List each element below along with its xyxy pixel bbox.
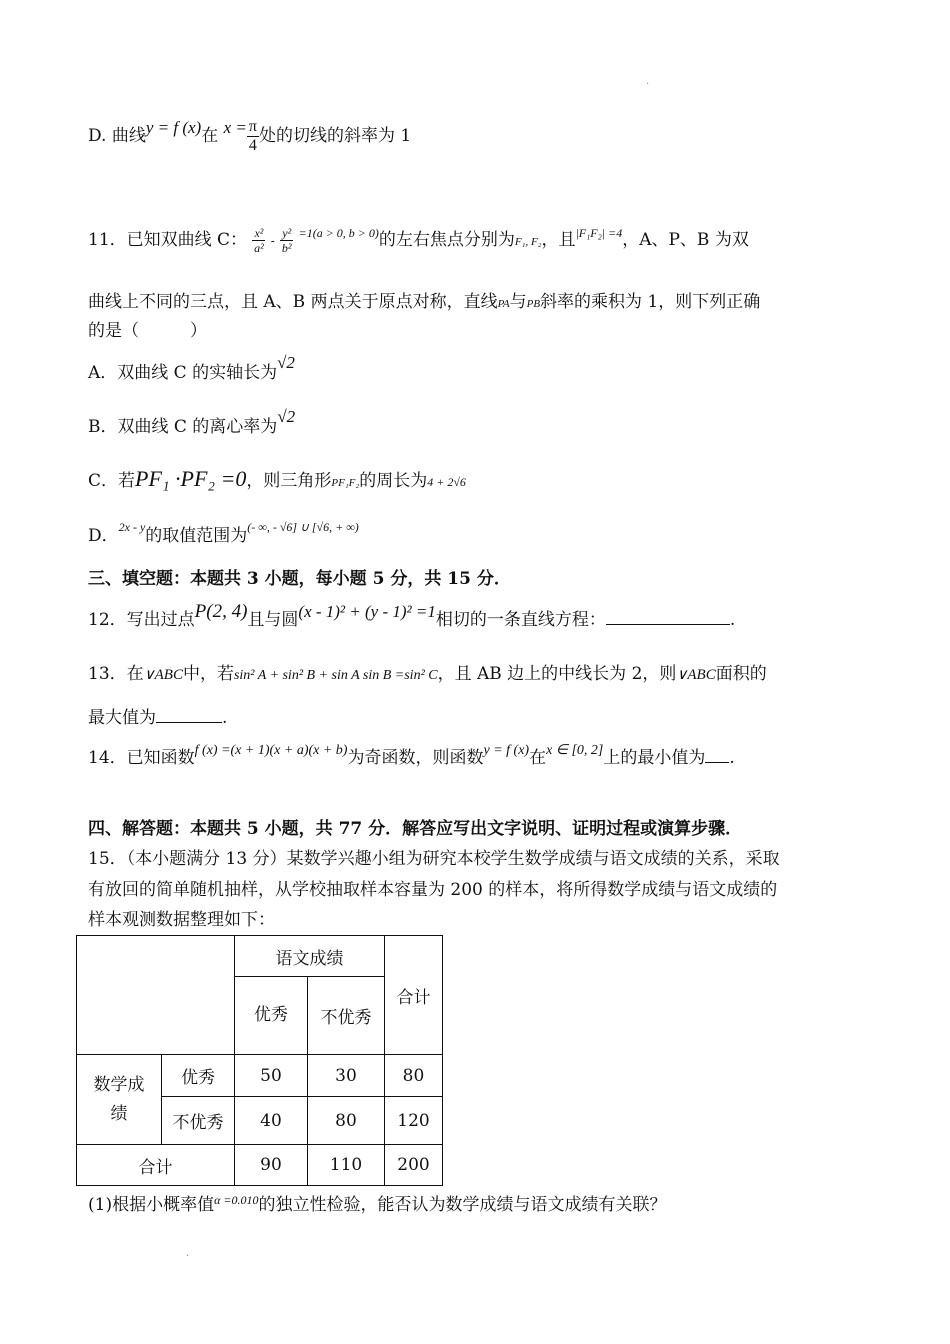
x2-over-a2: $\frac{\text{x²}}{\text{a²}}$ bbox=[254, 226, 264, 255]
row-not-excellent-label: 不优秀 bbox=[162, 1097, 235, 1145]
q11-option-b: B．双曲线 C 的离心率为√2 bbox=[88, 407, 296, 437]
cell-r3-c3: 200 bbox=[385, 1145, 443, 1186]
q15-line-3: 样本观测数据整理如下： bbox=[88, 910, 275, 930]
pi-over-4: $\frac{\pi}{4}$ bbox=[248, 118, 257, 154]
cell-r2-c3: 120 bbox=[385, 1097, 443, 1145]
y2-over-b2: $\frac{\text{y²}}{\text{b²}}$ bbox=[281, 226, 292, 255]
q11-line-3: 的是（ ） bbox=[88, 321, 207, 341]
scan-dot: . bbox=[186, 1248, 190, 1259]
q15-line-2: 有放回的简单随机抽样，从学校抽取样本容量为 200 的样本，将所得数学成绩与语文成绩的 bbox=[88, 880, 778, 900]
cell-r2-c1: 40 bbox=[235, 1097, 308, 1145]
q14-answer-blank[interactable] bbox=[705, 762, 729, 763]
q14: 14．已知函数$^{f (x) =(x + 1)(x + a)(x + b)}$为奇函数，则函数$^{y = f (x)}$在$^{x \in [0, 2]}$上的最小值为 . bbox=[88, 743, 735, 768]
q10d-func: y = f (x) bbox=[145, 118, 202, 137]
q11-option-a: A．双曲线 C 的实轴长为√2 bbox=[88, 353, 295, 383]
table-corner-cell bbox=[77, 936, 235, 1055]
section-3-heading: 三、填空题：本题共 3 小题，每小题 5 分，共 15 分． bbox=[88, 569, 511, 589]
q11-option-c: C．若PF₁ ·PF₂ =0，则三角形PF₁F₂的周长为4 + 2√6 bbox=[88, 466, 466, 491]
math-score-label: 数学成绩 bbox=[77, 1055, 162, 1145]
q15-line-1: 15．（本小题满分 13 分）某数学兴趣小组为研究本校学生数学成绩与语文成绩的关系，采取 bbox=[88, 849, 780, 869]
row-excellent-label: 优秀 bbox=[162, 1055, 235, 1097]
total-header: 合计 bbox=[385, 936, 443, 1055]
scan-dot: . bbox=[646, 76, 650, 87]
q11-line-2: 曲线上不同的三点，且 A、B 两点关于原点对称，直线PA与PB斜率的乘积为 1，则下列正确 bbox=[88, 292, 761, 312]
cell-r3-c2: 110 bbox=[308, 1145, 385, 1186]
section-4-heading: 四、解答题：本题共 5 小题，共 77 分．解答应写出文字说明、证明过程或演算步骤． bbox=[88, 819, 743, 839]
col-not-excellent: 不优秀 bbox=[308, 977, 385, 1055]
q12: 12．写出过点P(2, 4)且与圆(x - 1)² + (y - 1)² =1相切的一条直线方程： . bbox=[88, 601, 736, 630]
cell-r1-c2: 30 bbox=[308, 1055, 385, 1097]
q15-sub-1: (1)根据小概率值$^{\alpha =0.010}$的独立性检验，能否认为数学成绩与语文成绩有关联？ bbox=[88, 1193, 667, 1215]
q11-line-1: 11．已知双曲线 C： $\frac{\text{x²}}{\text{a²}}$ - $\frac{\text{y²}}{\text{b²}}$ $^{=1(a > 0, b > 0)}$的左右焦点分别为F₁, F₂，且$^{|F_1F_2| =4}$，A、P、B 为双 bbox=[88, 226, 749, 255]
chinese-score-header: 语文成绩 bbox=[235, 936, 385, 977]
cell-r3-c1: 90 bbox=[235, 1145, 308, 1186]
col-excellent: 优秀 bbox=[235, 977, 308, 1055]
q13-line-1: 13．在∨ABC中，若sin² A + sin² B + sin A sin B =sin² C，且 AB 边上的中线长为 2，则∨ABC面积的 bbox=[88, 664, 767, 684]
cell-r1-c3: 80 bbox=[385, 1055, 443, 1097]
q12-answer-blank[interactable] bbox=[606, 624, 730, 625]
q11-option-d: D．$^{2x - y}$的取值范围为$^{(- \infty, - √6] \cup [√6, + \infty)}$ bbox=[88, 520, 359, 546]
contingency-table bbox=[76, 935, 443, 1186]
row-total-label: 合计 bbox=[77, 1145, 235, 1186]
cell-r1-c1: 50 bbox=[235, 1055, 308, 1097]
q10-option-d: D. 曲线y = f (x)在 x = $\frac{\pi}{4}$ 处的切线的斜率为 1 bbox=[88, 118, 412, 154]
q13-line-2: 最大值为 . bbox=[88, 708, 228, 728]
cell-r2-c2: 80 bbox=[308, 1097, 385, 1145]
q13-answer-blank[interactable] bbox=[156, 722, 222, 723]
